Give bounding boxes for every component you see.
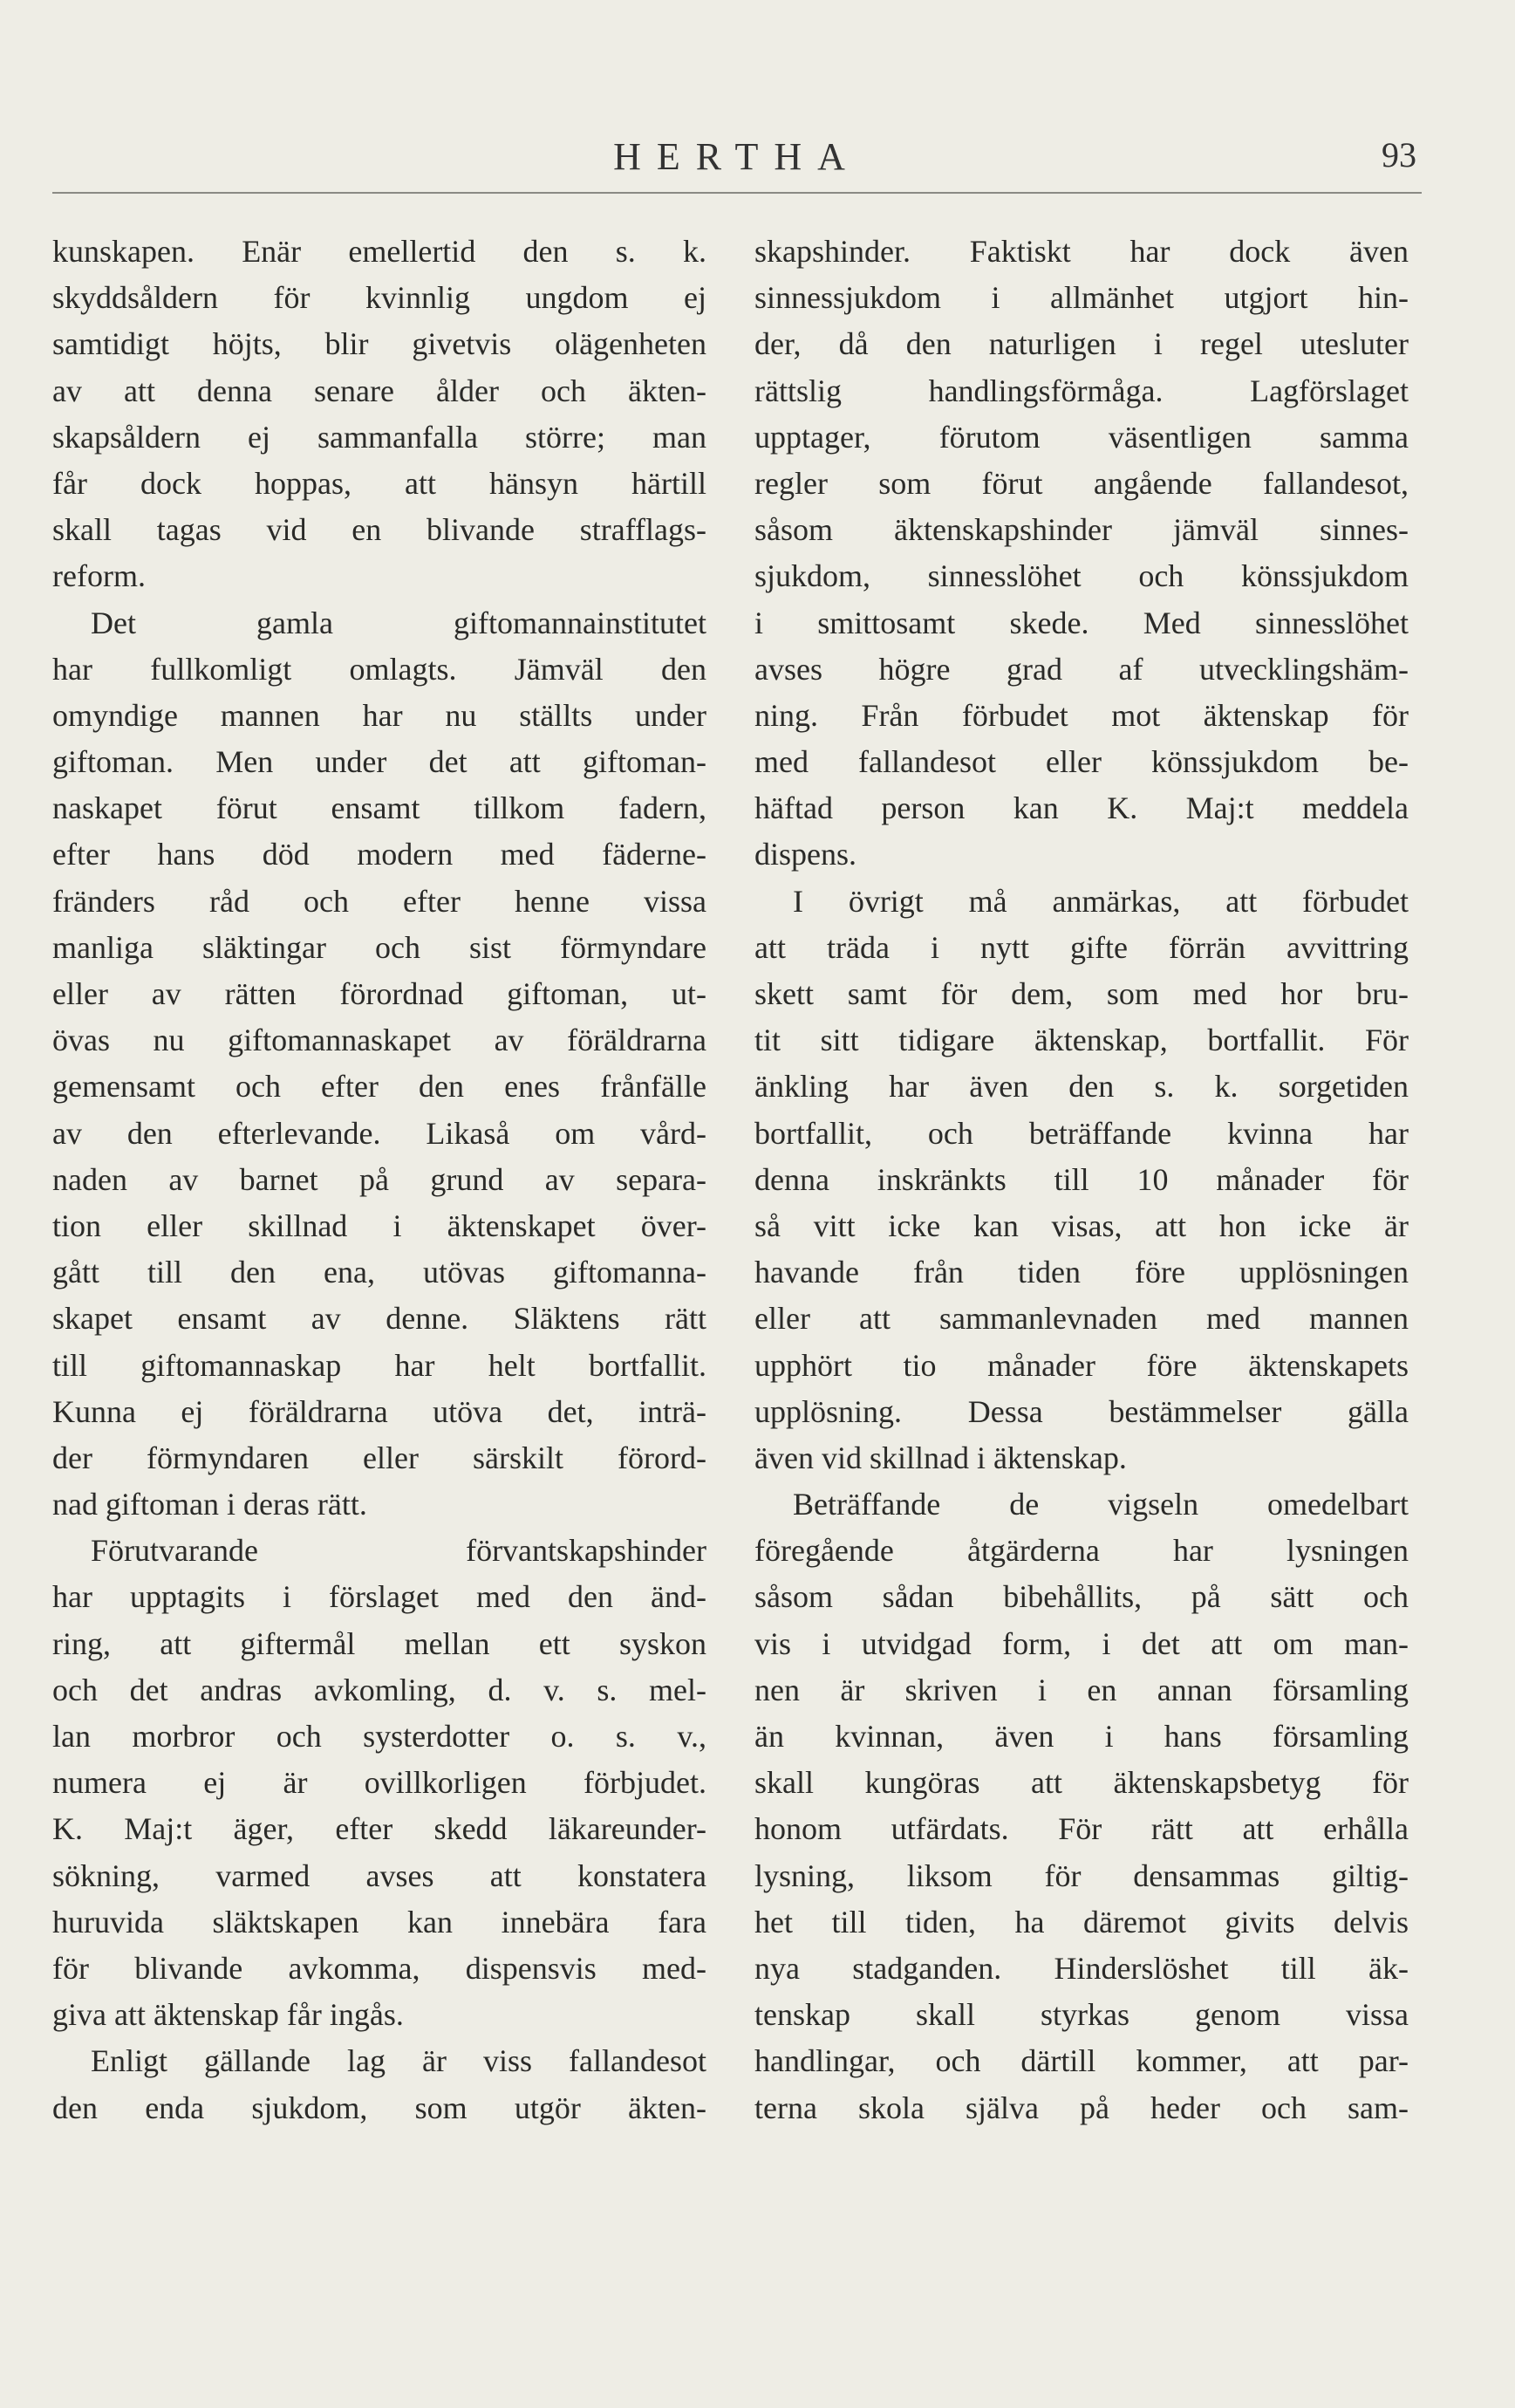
text-line: såsom sådan bibehållits, på sätt och — [754, 1579, 1409, 1615]
text-line: med fallandesot eller könssjukdom be- — [754, 744, 1409, 780]
text-line: skapshinder. Faktiskt har dock även — [754, 234, 1409, 269]
text-line: skapet ensamt av denne. Släktens rätt — [52, 1301, 706, 1337]
text-line: reform. — [52, 558, 146, 594]
text-line: Förutvarande förvantskapshinder — [91, 1533, 706, 1569]
text-line: upphört tio månader före äktenskapets — [754, 1347, 1409, 1383]
text-line: denna inskränkts till 10 månader för — [754, 1161, 1409, 1197]
text-line: lysning, liksom för densammas giltig- — [754, 1857, 1409, 1893]
text-line: terna skola själva på heder och sam- — [754, 2090, 1409, 2125]
text-line: gått till den ena, utövas giftomanna- — [52, 1255, 706, 1290]
text-line: vis i utvidgad form, i det att om man- — [754, 1625, 1409, 1661]
text-line: skett samt för dem, som med hor bru- — [754, 976, 1409, 1011]
text-line: i smittosamt skede. Med sinnesslöhet — [754, 605, 1409, 640]
text-line: rättslig handlingsförmåga. Lagförslaget — [754, 373, 1409, 408]
text-line: eller av rätten förordnad giftoman, ut- — [52, 976, 706, 1011]
text-line: av att denna senare ålder och äkten- — [52, 373, 706, 408]
page-number: 93 — [1382, 135, 1416, 174]
journal-title: HERTHA — [613, 135, 861, 178]
text-line: till giftomannaskap har helt bortfallit. — [52, 1347, 706, 1383]
text-line: upplösning. Dessa bestämmelser gälla — [754, 1393, 1409, 1429]
text-line: tit sitt tidigare äktenskap, bortfallit. För — [754, 1023, 1409, 1058]
text-line: nad giftoman i deras rätt. — [52, 1487, 367, 1522]
text-line: dispens. — [754, 837, 856, 872]
text-line: ning. Från förbudet mot äktenskap för — [754, 697, 1409, 733]
text-line: manliga släktingar och sist förmyndare — [52, 929, 706, 965]
text-line: tenskap skall styrkas genom vissa — [754, 1997, 1409, 2033]
text-line: giftoman. Men under det att giftoman- — [52, 744, 706, 780]
text-line: regler som förut angående fallandesot, — [754, 465, 1409, 501]
text-line: såsom äktenskapshinder jämväl sinnes- — [754, 512, 1409, 548]
text-line: huruvida släktskapen kan innebära fara — [52, 1904, 706, 1939]
text-line: nya stadganden. Hinderslöshet till äk- — [754, 1950, 1409, 1986]
text-line: giva att äktenskap får ingås. — [52, 1997, 404, 2033]
text-line: skapsåldern ej sammanfalla större; man — [52, 419, 706, 455]
text-line: övas nu giftomannaskapet av föräldrarna — [52, 1023, 706, 1058]
text-line: samtidigt höjts, blir givetvis olägenheten — [52, 326, 706, 362]
text-line: K. Maj:t äger, efter skedd läkareunder- — [52, 1811, 706, 1847]
text-line: der förmyndaren eller särskilt förord- — [52, 1440, 706, 1475]
text-line: för blivande avkomma, dispensvis med- — [52, 1950, 706, 1986]
text-line: Beträffande de vigseln omedelbart — [793, 1487, 1409, 1522]
text-line: har upptagits i förslaget med den änd- — [52, 1579, 706, 1615]
text-line: numera ej är ovillkorligen förbjudet. — [52, 1765, 706, 1801]
text-line: änkling har även den s. k. sorgetiden — [754, 1069, 1409, 1105]
text-line: sökning, varmed avses att konstatera — [52, 1857, 706, 1893]
text-line: omyndige mannen har nu ställts under — [52, 697, 706, 733]
text-line: häftad person kan K. Maj:t meddela — [754, 790, 1409, 826]
text-line: Det gamla giftomannainstitutet — [91, 605, 706, 640]
running-header — [52, 131, 1422, 194]
text-line: att träda i nytt gifte förrän avvittring — [754, 929, 1409, 965]
text-line: upptager, förutom väsentligen samma — [754, 419, 1409, 455]
text-line: naskapet förut ensamt tillkom fadern, — [52, 790, 706, 826]
text-line: än kvinnan, även i hans församling — [754, 1719, 1409, 1754]
text-line: nen är skriven i en annan församling — [754, 1672, 1409, 1707]
text-line: gemensamt och efter den enes frånfälle — [52, 1069, 706, 1105]
text-line: och det andras avkomling, d. v. s. mel- — [52, 1672, 706, 1707]
text-line: tion eller skillnad i äktenskapet över- — [52, 1207, 706, 1243]
text-line: har fullkomligt omlagts. Jämväl den — [52, 651, 706, 687]
text-line: får dock hoppas, att hänsyn härtill — [52, 465, 706, 501]
text-line: het till tiden, ha däremot givits delvis — [754, 1904, 1409, 1939]
text-line: även vid skillnad i äktenskap. — [754, 1440, 1127, 1475]
text-line: så vitt icke kan visas, att hon icke är — [754, 1207, 1409, 1243]
text-line: lan morbror och systerdotter o. s. v., — [52, 1719, 706, 1754]
text-line: eller att sammanlevnaden med mannen — [754, 1301, 1409, 1337]
text-line: skall kungöras att äktenskapsbetyg för — [754, 1765, 1409, 1801]
text-line: av den efterlevande. Likaså om vård- — [52, 1115, 706, 1151]
text-line: Enligt gällande lag är viss fallandesot — [91, 2043, 706, 2079]
text-line: ring, att giftermål mellan ett syskon — [52, 1625, 706, 1661]
text-line: skyddsåldern för kvinnlig ungdom ej — [52, 280, 706, 316]
text-line: den enda sjukdom, som utgör äkten- — [52, 2090, 706, 2125]
text-line: bortfallit, och beträffande kvinna har — [754, 1115, 1409, 1151]
text-line: I övrigt må anmärkas, att förbudet — [793, 883, 1409, 919]
text-line: sjukdom, sinnesslöhet och könssjukdom — [754, 558, 1409, 594]
text-line: sinnessjukdom i allmänhet utgjort hin- — [754, 280, 1409, 316]
text-line: efter hans död modern med fäderne- — [52, 837, 706, 872]
text-column-left — [52, 229, 706, 2131]
text-line: naden av barnet på grund av separa- — [52, 1161, 706, 1197]
text-line: avses högre grad af utvecklingshäm- — [754, 651, 1409, 687]
text-line: föregående åtgärderna har lysningen — [754, 1533, 1409, 1569]
text-line: havande från tiden före upplösningen — [754, 1255, 1409, 1290]
text-line: handlingar, och därtill kommer, att par- — [754, 2043, 1409, 2079]
text-line: honom utfärdats. För rätt att erhålla — [754, 1811, 1409, 1847]
text-line: fränders råd och efter henne vissa — [52, 883, 706, 919]
text-line: der, då den naturligen i regel utesluter — [754, 326, 1409, 362]
text-line: Kunna ej föräldrarna utöva det, inträ- — [52, 1393, 706, 1429]
text-line: skall tagas vid en blivande strafflags- — [52, 512, 706, 548]
text-column-right — [754, 229, 1409, 2131]
text-line: kunskapen. Enär emellertid den s. k. — [52, 234, 706, 269]
